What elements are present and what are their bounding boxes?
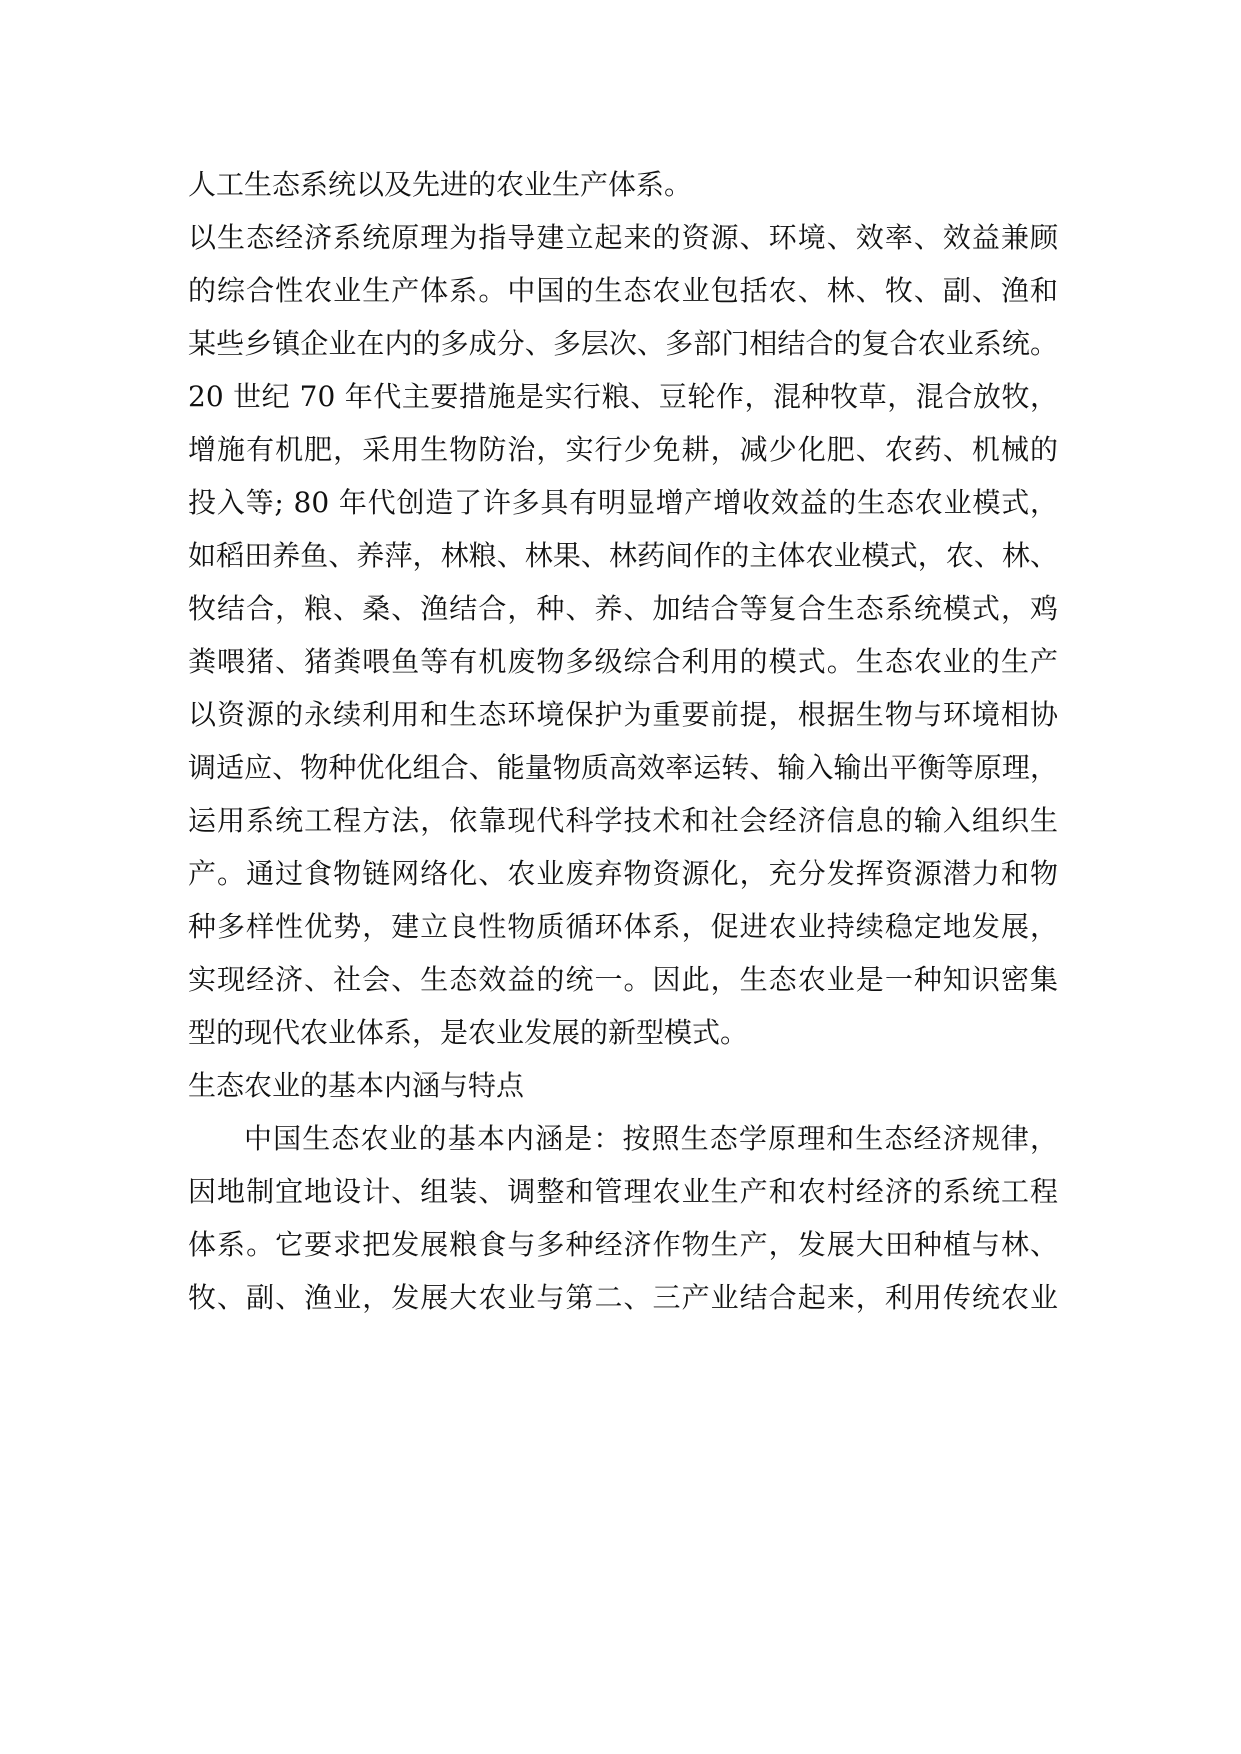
paragraph-line: 某些乡镇企业在内的多成分、多层次、多部门相结合的复合农业系统。	[188, 327, 1058, 360]
paragraph-line: 粪喂猪、猪粪喂鱼等有机废物多级综合利用的模式。生态农业的生产	[188, 645, 1058, 678]
paragraph-line: 体系。它要求把发展粮食与多种经济作物生产，发展大田种植与林、	[188, 1228, 1058, 1261]
paragraph-line: 的综合性农业生产体系。中国的生态农业包括农、林、牧、副、渔和	[188, 274, 1058, 307]
paragraph-line: 20 世纪 70 年代主要措施是实行粮、豆轮作，混种牧草，混合放牧，	[188, 380, 1058, 413]
paragraph-line: 产。通过食物链网络化、农业废弃物资源化，充分发挥资源潜力和物	[188, 857, 1058, 890]
paragraph-line: 调适应、物种优化组合、能量物质高效率运转、输入输出平衡等原理，	[188, 751, 1058, 784]
paragraph-line: 种多样性优势，建立良性物质循环体系，促进农业持续稳定地发展，	[188, 910, 1058, 943]
paragraph-line: 中国生态农业的基本内涵是：按照生态学原理和生态经济规律，	[244, 1122, 1058, 1155]
paragraph-line: 牧结合，粮、桑、渔结合，种、养、加结合等复合生态系统模式，鸡	[188, 592, 1058, 625]
paragraph-line: 投入等; 80 年代创造了许多具有明显增产增收效益的生态农业模式，	[188, 486, 1058, 519]
paragraph-line: 牧、副、渔业，发展大农业与第二、三产业结合起来，利用传统农业	[188, 1281, 1058, 1314]
paragraph-line: 以资源的永续利用和生态环境保护为重要前提，根据生物与环境相协	[188, 698, 1058, 731]
section-heading: 生态农业的基本内涵与特点	[188, 1069, 525, 1102]
paragraph-line: 因地制宜地设计、组装、调整和管理农业生产和农村经济的系统工程	[188, 1175, 1058, 1208]
body-text	[188, 158, 1058, 1324]
paragraph-line: 以生态经济系统原理为指导建立起来的资源、环境、效率、效益兼顾	[188, 221, 1058, 254]
paragraph-line: 增施有机肥，采用生物防治，实行少免耕，减少化肥、农药、机械的	[188, 433, 1058, 466]
paragraph-line: 人工生态系统以及先进的农业生产体系。	[188, 168, 693, 201]
paragraph-line: 运用系统工程方法，依靠现代科学技术和社会经济信息的输入组织生	[188, 804, 1058, 837]
paragraph-line: 如稻田养鱼、养萍，林粮、林果、林药间作的主体农业模式，农、林、	[188, 539, 1058, 572]
paragraph-line: 型的现代农业体系，是农业发展的新型模式。	[188, 1016, 749, 1049]
paragraph-line: 实现经济、社会、生态效益的统一。因此，生态农业是一种知识密集	[188, 963, 1058, 996]
